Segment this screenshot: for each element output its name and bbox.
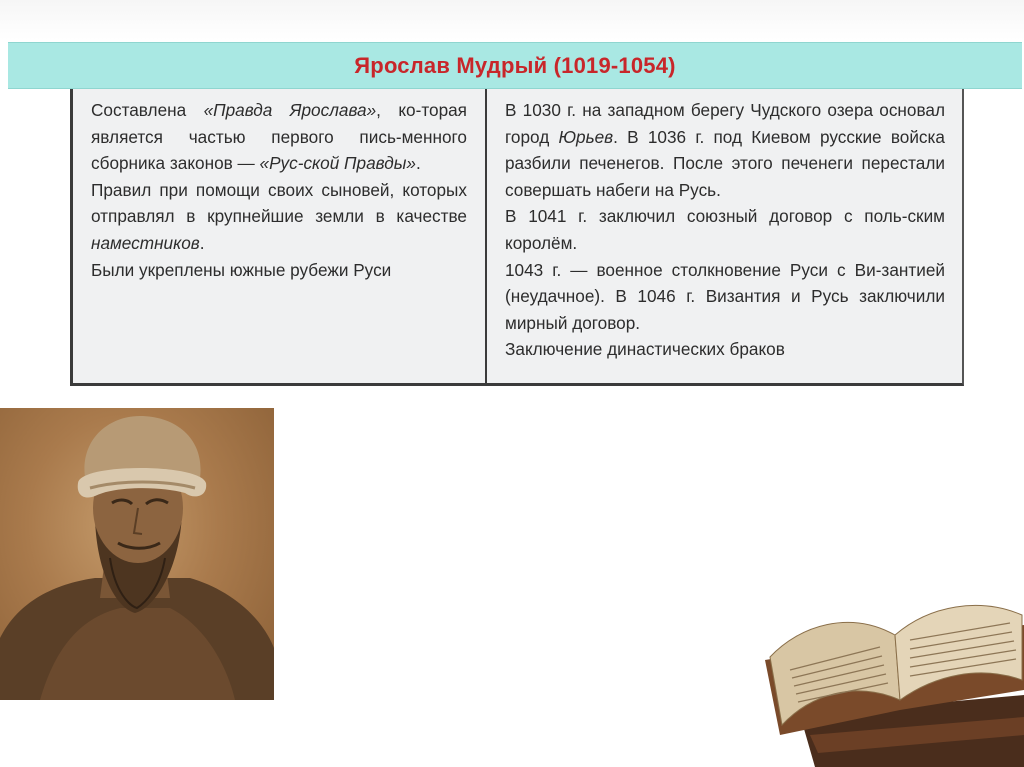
top-background-strip [0,0,1024,40]
right-paragraph-2: В 1041 г. заключил союзный договор с поль-ским королём. [505,206,945,253]
right-paragraph-1: В 1030 г. на западном берегу Чудского озера основал город Юрьев. В 1036 г. под Киевом русские войска разбили печенегов. После этого печенеги перестали совершать набеги на Русь. [505,100,945,200]
title-bar [8,42,1022,89]
bust-sculpture-image [0,408,274,700]
book-icon [760,585,1024,767]
left-paragraph-2: Правил при помощи своих сыновей, которых отправлял в крупнейшие земли в качестве наместников. [91,179,467,253]
right-paragraph-4: Заключение династических браков [505,339,785,360]
left-column [91,97,467,283]
bust-icon [0,408,274,700]
column-divider [485,89,487,383]
left-paragraph-3: Были укреплены южные рубежи Руси [91,259,392,280]
info-table [70,89,964,386]
open-old-book-image [760,585,1024,767]
right-column [505,97,945,363]
right-paragraph-3: 1043 г. — военное столкновение Руси с Ви-зантией (неудачное). В 1046 г. Византия и Русь заключили мирный договор. [505,259,945,333]
slide-title: Ярослав Мудрый (1019-1054) [354,52,676,78]
left-paragraph-1: Составлена «Правда Ярослава», ко-торая является частью первого пись-менного сборника законов — «Рус-ской Правды». [91,100,467,174]
